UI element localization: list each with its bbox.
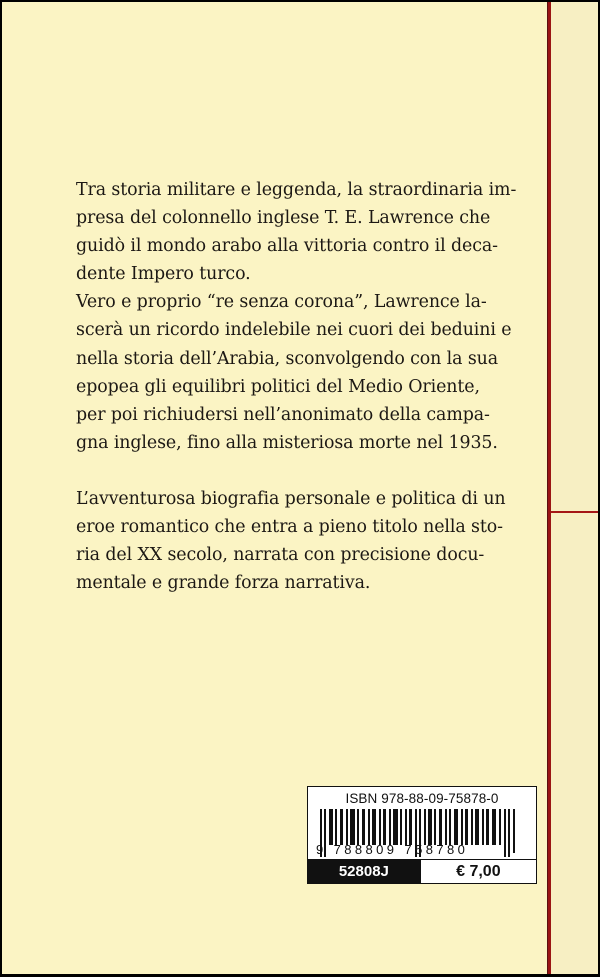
red-vertical-rule — [548, 2, 551, 974]
blurb-line: scerà un ricordo indelebile nei cuori dei beduini e — [76, 320, 512, 341]
blurb-line: eroe romantico che entra a pieno titolo nella sto- — [76, 517, 503, 538]
book-back-cover — [2, 2, 598, 974]
paragraph-gap — [76, 457, 546, 485]
blurb-line: Tra storia militare e leggenda, la straordinaria im- — [76, 180, 517, 200]
blurb-line: dente Impero turco. — [76, 264, 251, 285]
blurb-line: presa del colonnello inglese T. E. Lawrence che — [76, 208, 491, 229]
blurb-line: guidò il mondo arabo alla vittoria contro il deca- — [76, 236, 498, 257]
blurb-line: L’avventurosa biografia personale e politica di un — [76, 488, 506, 509]
blurb-text — [76, 176, 546, 597]
red-horizontal-rule — [551, 511, 598, 513]
blurb-paragraph-1 — [76, 176, 546, 457]
barcode-digits: 9 788809 758780 — [316, 842, 469, 857]
product-code: 52808J — [308, 860, 420, 883]
spine-flap-strip — [551, 2, 598, 974]
blurb-line: per poi richiudersi nell’anonimato della campa- — [76, 404, 490, 425]
blurb-line: Vero e proprio “re senza corona”, Lawrence la- — [76, 292, 487, 313]
blurb-line: mentale e grande forza narrativa. — [76, 573, 371, 594]
isbn-barcode-label — [307, 786, 537, 884]
blurb-line: nella storia dell’Arabia, sconvolgendo con la sua — [76, 348, 499, 369]
price-row — [308, 859, 536, 883]
blurb-paragraph-2 — [76, 485, 546, 597]
blurb-line: gna inglese, fino alla misteriosa morte nel 1935. — [76, 432, 498, 453]
blurb-line: epopea gli equilibri politici del Medio Oriente, — [76, 376, 480, 397]
price: € 7,00 — [420, 860, 536, 883]
isbn-number: ISBN 978-88-09-75878-0 — [345, 791, 499, 806]
blurb-line: ria del XX secolo, narrata con precisione docu- — [76, 545, 485, 566]
